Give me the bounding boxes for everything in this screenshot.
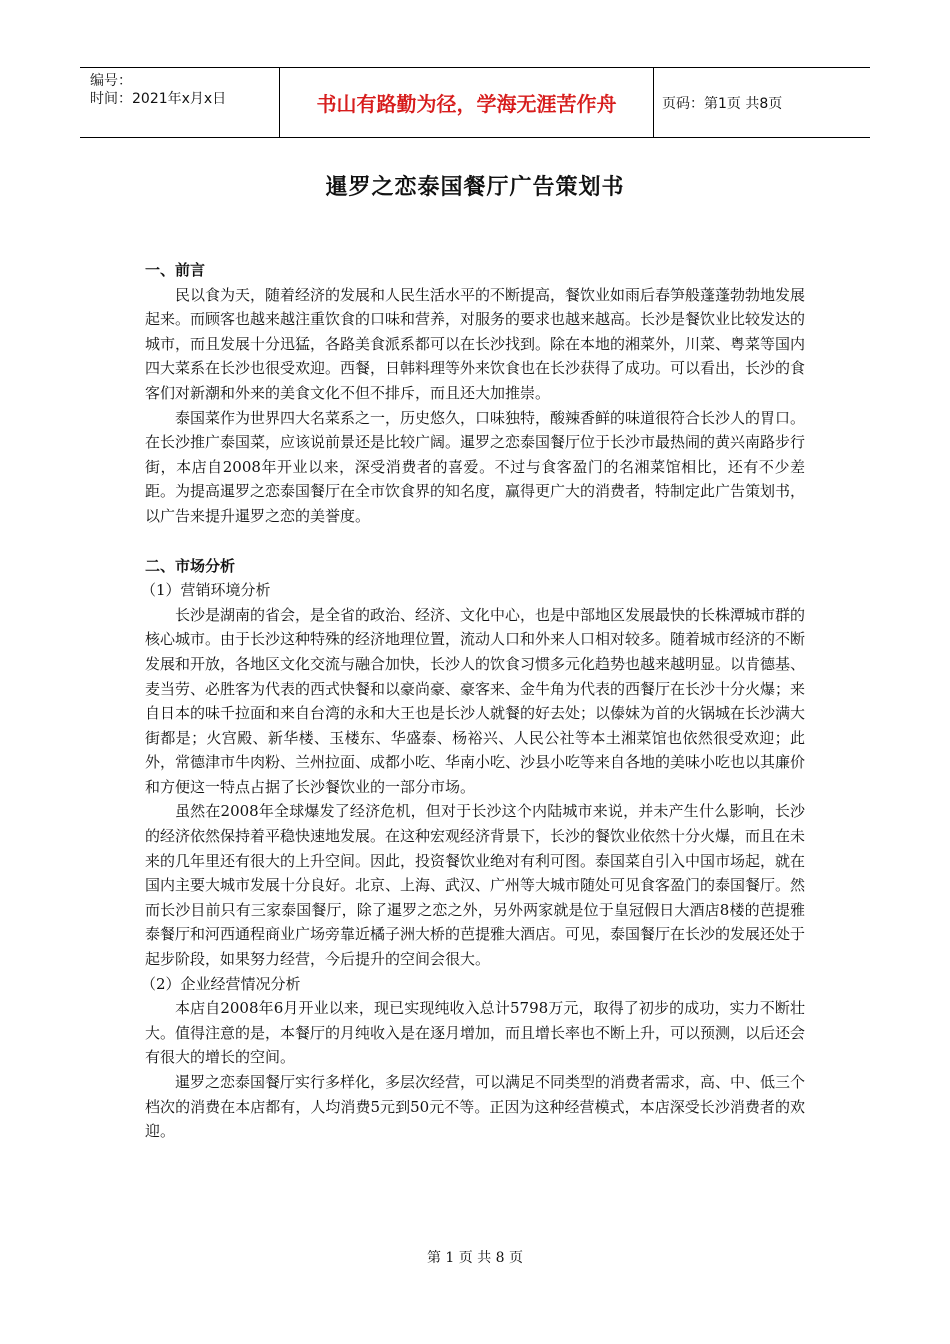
header-motto: 书山有路勤为径，学海无涯苦作舟 bbox=[280, 68, 654, 137]
paragraph: 民以食为天，随着经济的发展和人民生活水平的不断提高，餐饮业如雨后春笋般蓬蓬勃勃地发展起来。而顾客也越来越注重饮食的口味和营养，对服务的要求也越来越高。长沙是餐饮业比较发达的城市，而且发展十分迅猛，各路美食派系都可以在长沙找到。除在本地的湘菜外，川菜、粤菜等国内四大菜系在长沙也很受欢迎。西餐，日韩料理等外来饮食也在长沙获得了成功。可以看出，长沙的食客们对新潮和外来的美食文化不但不排斥，而且还大加推崇。 bbox=[145, 285, 806, 402]
document-body bbox=[141, 258, 806, 1144]
paragraph: 泰国菜作为世界四大名菜系之一，历史悠久，口味独特，酸辣香鲜的味道很符合长沙人的胃口。在长沙推广泰国菜，应该说前景还是比较广阔。暹罗之恋泰国餐厅位于长沙市最热闹的黄兴南路步行街，本店自2008年开业以来，深受消费者的喜爱。不过与食客盈门的名湘菜馆相比，还有不少差距。为提高暹罗之恋泰国餐厅在全市饮食界的知名度，赢得更广大的消费者，特制定此广告策划书，以广告来提升暹罗之恋的美誉度。 bbox=[145, 408, 806, 525]
subsection-heading: （1）营销环境分析 bbox=[141, 581, 271, 600]
paragraph: 虽然在2008年全球爆发了经济危机，但对于长沙这个内陆城市来说，并未产生什么影响，长沙的经济依然保持着平稳快速地发展。在这种宏观经济背景下，长沙的餐饮业依然十分火爆，而且在未来的几年里还有很大的上升空间。因此，投资餐饮业绝对有利可图。泰国菜自引入中国市场起，就在国内主要大城市发展十分良好。北京、上海、武汉、广州等大城市随处可见食客盈门的泰国餐厅。然而长沙目前只有三家泰国餐厅，除了暹罗之恋之外，另外两家就是位于皇冠假日大酒店8楼的芭提雅泰餐厅和河西通程商业广场旁靠近橘子洲大桥的芭提雅大酒店。可见，泰国餐厅在长沙的发展还处于起步阶段，如果努力经营，今后提升的空间会很大。 bbox=[145, 802, 806, 969]
paragraph: 暹罗之恋泰国餐厅实行多样化，多层次经营，可以满足不同类型的消费者需求，高、中、低三个档次的消费在本店都有，人均消费5元到50元不等。正因为这种经营模式，本店深受长沙消费者的欢迎。 bbox=[145, 1073, 806, 1141]
number-label: 编号： bbox=[90, 73, 132, 89]
page-footer: 第 1 页 共 8 页 bbox=[426, 1250, 524, 1266]
section-heading-preface: 一、前言 bbox=[145, 261, 206, 279]
section-heading-market-analysis: 二、市场分析 bbox=[145, 556, 236, 575]
subsection-heading: （2）企业经营情况分析 bbox=[141, 974, 301, 993]
paragraph: 长沙是湖南的省会，是全省的政治、经济、文化中心，也是中部地区发展最快的长株潭城市群的核心城市。由于长沙这种特殊的经济地理位置，流动人口和外来人口相对较多。随着城市经济的不断发展和开放，各地区文化交流与融合加快，长沙人的饮食习惯多元化趋势也越来越明显。以肯德基、麦当劳、必胜客为代表的西式快餐和以豪尚豪、豪客来、金牛角为代表的西餐厅在长沙十分火爆；来自日本的味千拉面和来自台湾的永和大王也是长沙人就餐的好去处；以傣妹为首的火锅城在长沙满大街都是；火宫殿、新华楼、玉楼东、华盛泰、杨裕兴、人民公社等本土湘菜馆也依然很受欢迎；此外，常德津市牛肉粉、兰州拉面、成都小吃、华南小吃、沙县小吃等来自各地的美味小吃也以其廉价和方便这一特点占据了长沙餐饮业的一部分市场。 bbox=[145, 605, 806, 796]
document-title: 暹罗之恋泰国餐厅广告策划书 bbox=[325, 175, 625, 200]
page-header bbox=[80, 67, 870, 138]
paragraph: 本店自2008年6月开业以来，现已实现纯收入总计5798万元，取得了初步的成功，实力不断壮大。值得注意的是，本餐厅的月纯收入是在逐月增加，而且增长率也不断上升，可以预测，以后还会有很大的增长的空间。 bbox=[145, 999, 806, 1067]
header-meta bbox=[80, 68, 280, 137]
header-page-info: 页码：第1页 共8页 bbox=[662, 95, 783, 112]
date-label: 时间：2021年x月x日 bbox=[90, 91, 227, 107]
